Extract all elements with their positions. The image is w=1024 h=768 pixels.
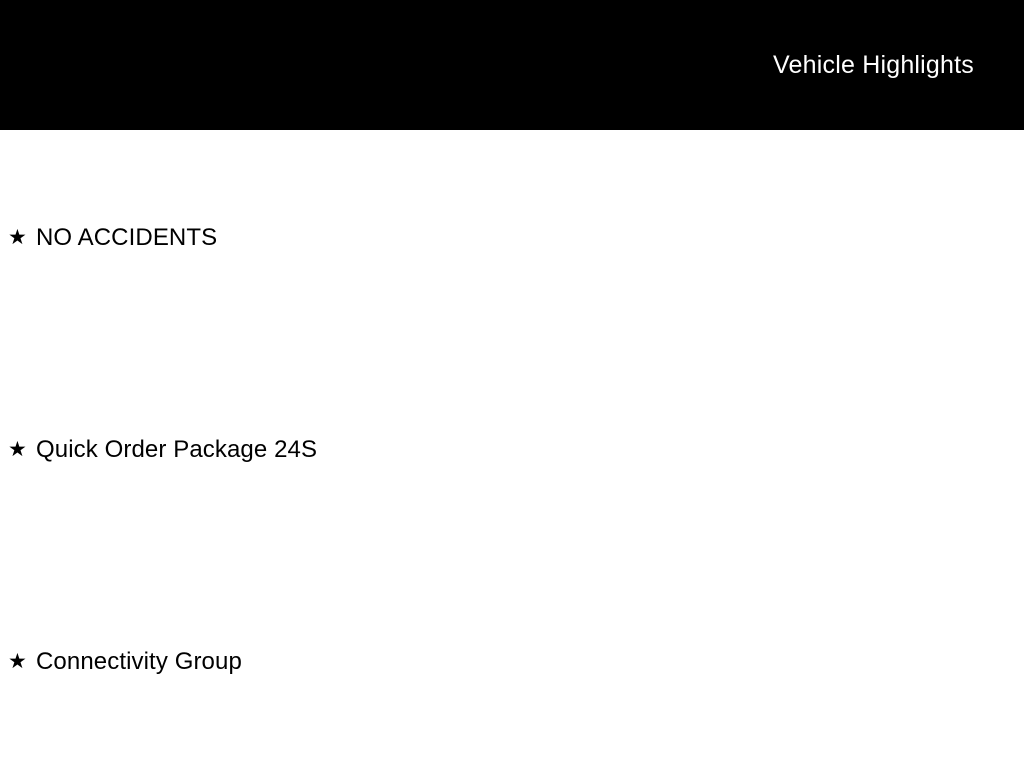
highlight-label: Connectivity Group	[36, 648, 242, 675]
star-icon: ★	[8, 650, 27, 673]
list-item	[0, 130, 1024, 342]
star-icon: ★	[8, 438, 27, 461]
highlights-list	[0, 130, 1024, 766]
star-icon: ★	[8, 226, 27, 249]
header-bar	[0, 0, 1024, 130]
list-item	[0, 554, 1024, 766]
page-title: Vehicle Highlights	[773, 51, 974, 79]
list-item	[0, 342, 1024, 554]
highlight-label: Quick Order Package 24S	[36, 436, 318, 463]
highlight-label: NO ACCIDENTS	[36, 224, 218, 251]
